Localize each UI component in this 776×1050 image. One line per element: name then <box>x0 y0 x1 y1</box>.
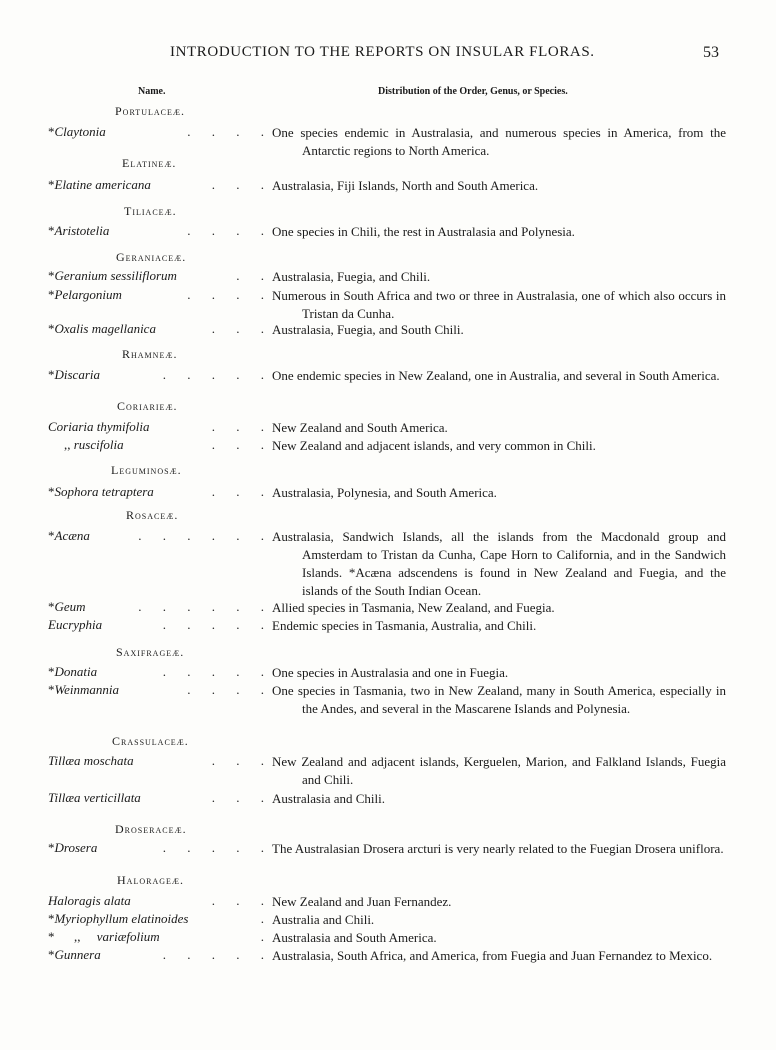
distribution-text: One species in Chili, the rest in Australasia and Polynesia. <box>272 224 575 239</box>
species-name: *Gunnera . . . . . <box>48 947 273 962</box>
species-name: *Acæna . . . . . . <box>48 528 273 543</box>
family-heading: Elatineæ. <box>122 156 177 170</box>
distribution-text: New Zealand and adjacent islands, Kerguelen, Marion, and Falkland Islands, Fuegia and Chili. <box>272 754 726 787</box>
species-name: *Elatine americana . . . <box>48 177 273 192</box>
distribution-text: One species endemic in Australasia, and numerous species in America, from the Antarctic regions to North America. <box>272 125 726 158</box>
species-name: * ,, variæfolium . <box>48 929 273 944</box>
species-name: *Oxalis magellanica . . . <box>48 321 273 336</box>
distribution-text: Australasia, Fuegia, and Chili. <box>272 269 431 284</box>
family-heading: Droseraceæ. <box>115 822 187 836</box>
distribution-text: New Zealand and South America. <box>272 420 448 435</box>
species-name: Tillæa verticillata . . . <box>48 790 273 805</box>
column-header-name: Name. <box>138 86 166 97</box>
family-heading: Tiliaceæ. <box>124 204 177 218</box>
species-name: Tillæa moschata . . . <box>48 753 273 768</box>
family-heading: Saxifrageæ. <box>116 645 185 659</box>
species-name: Coriaria thymifolia . . . <box>48 419 273 434</box>
family-heading: Rosaceæ. <box>126 508 179 522</box>
distribution-text: One species in Tasmania, two in New Zealand, many in South America, especially in the Andes, and several in the Mascarene Islands and Polynesia. <box>272 683 726 716</box>
page-number: 53 <box>703 44 719 61</box>
distribution-text: Australasia, Sandwich Islands, all the islands from the Macdonald group and Amsterdam to Tristan da Cunha, Cape Horn to California, and in the Sandwich Islands. *Acæna adscendens is found in New Zealand and Fuegia, and the islands of the South Indian Ocean. <box>272 529 726 598</box>
family-heading: Geraniaceæ. <box>116 250 187 264</box>
family-heading: Portulaceæ. <box>115 104 185 118</box>
distribution-text: One species in Australasia and one in Fuegia. <box>272 665 509 680</box>
species-name: *Geranium sessiliflorum . . <box>48 268 273 283</box>
species-name: ,, ruscifolia . . . <box>64 437 273 452</box>
species-name: *Pelargonium . . . . <box>48 287 273 302</box>
species-name: *Myriophyllum elatinoides . <box>48 911 273 926</box>
family-heading: Halorageæ. <box>117 873 184 887</box>
species-name: *Drosera . . . . . <box>48 840 273 855</box>
distribution-text: Australasia, South Africa, and America, from Fuegia and Juan Fernandez to Mexico. <box>272 948 713 963</box>
species-name: *Claytonia . . . . <box>48 124 273 139</box>
distribution-text: The Australasian Drosera arcturi is very nearly related to the Fuegian Drosera uniflora. <box>272 841 724 856</box>
species-name: *Aristotelia . . . . <box>48 223 273 238</box>
family-heading: Coriarieæ. <box>117 399 178 413</box>
distribution-text: Australasia and Chili. <box>272 791 386 806</box>
species-name: *Weinmannia . . . . <box>48 682 273 697</box>
species-name: *Sophora tetraptera . . . <box>48 484 273 499</box>
distribution-text: New Zealand and Juan Fernandez. <box>272 894 452 909</box>
family-heading: Rhamneæ. <box>122 347 178 361</box>
species-name: Eucryphia . . . . . <box>48 617 273 632</box>
distribution-text: Australasia, Fuegia, and South Chili. <box>272 322 464 337</box>
distribution-text: Endemic species in Tasmania, Australia, and Chili. <box>272 618 537 633</box>
distribution-text: Australia and Chili. <box>272 912 375 927</box>
distribution-text: Australasia, Polynesia, and South America. <box>272 485 497 500</box>
distribution-text: One endemic species in New Zealand, one in Australia, and several in South America. <box>272 368 720 383</box>
species-name: Haloragis alata . . . <box>48 893 273 908</box>
distribution-text: Australasia, Fiji Islands, North and South America. <box>272 178 539 193</box>
column-header-distribution: Distribution of the Order, Genus, or Species. <box>378 86 568 97</box>
distribution-text: Allied species in Tasmania, New Zealand, and Fuegia. <box>272 600 555 615</box>
species-name: *Discaria . . . . . <box>48 367 273 382</box>
distribution-text: Australasia and South America. <box>272 930 437 945</box>
running-title: INTRODUCTION TO THE REPORTS ON INSULAR FLORAS. <box>170 44 595 60</box>
species-name: *Donatia . . . . . <box>48 664 273 679</box>
species-name: *Geum . . . . . . <box>48 599 273 614</box>
family-heading: Leguminosæ. <box>111 463 182 477</box>
family-heading: Crassulaceæ. <box>112 734 189 748</box>
distribution-text: Numerous in South Africa and two or three in Australasia, one of which also occurs in Tristan da Cunha. <box>272 288 726 321</box>
distribution-text: New Zealand and adjacent islands, and very common in Chili. <box>272 438 596 453</box>
